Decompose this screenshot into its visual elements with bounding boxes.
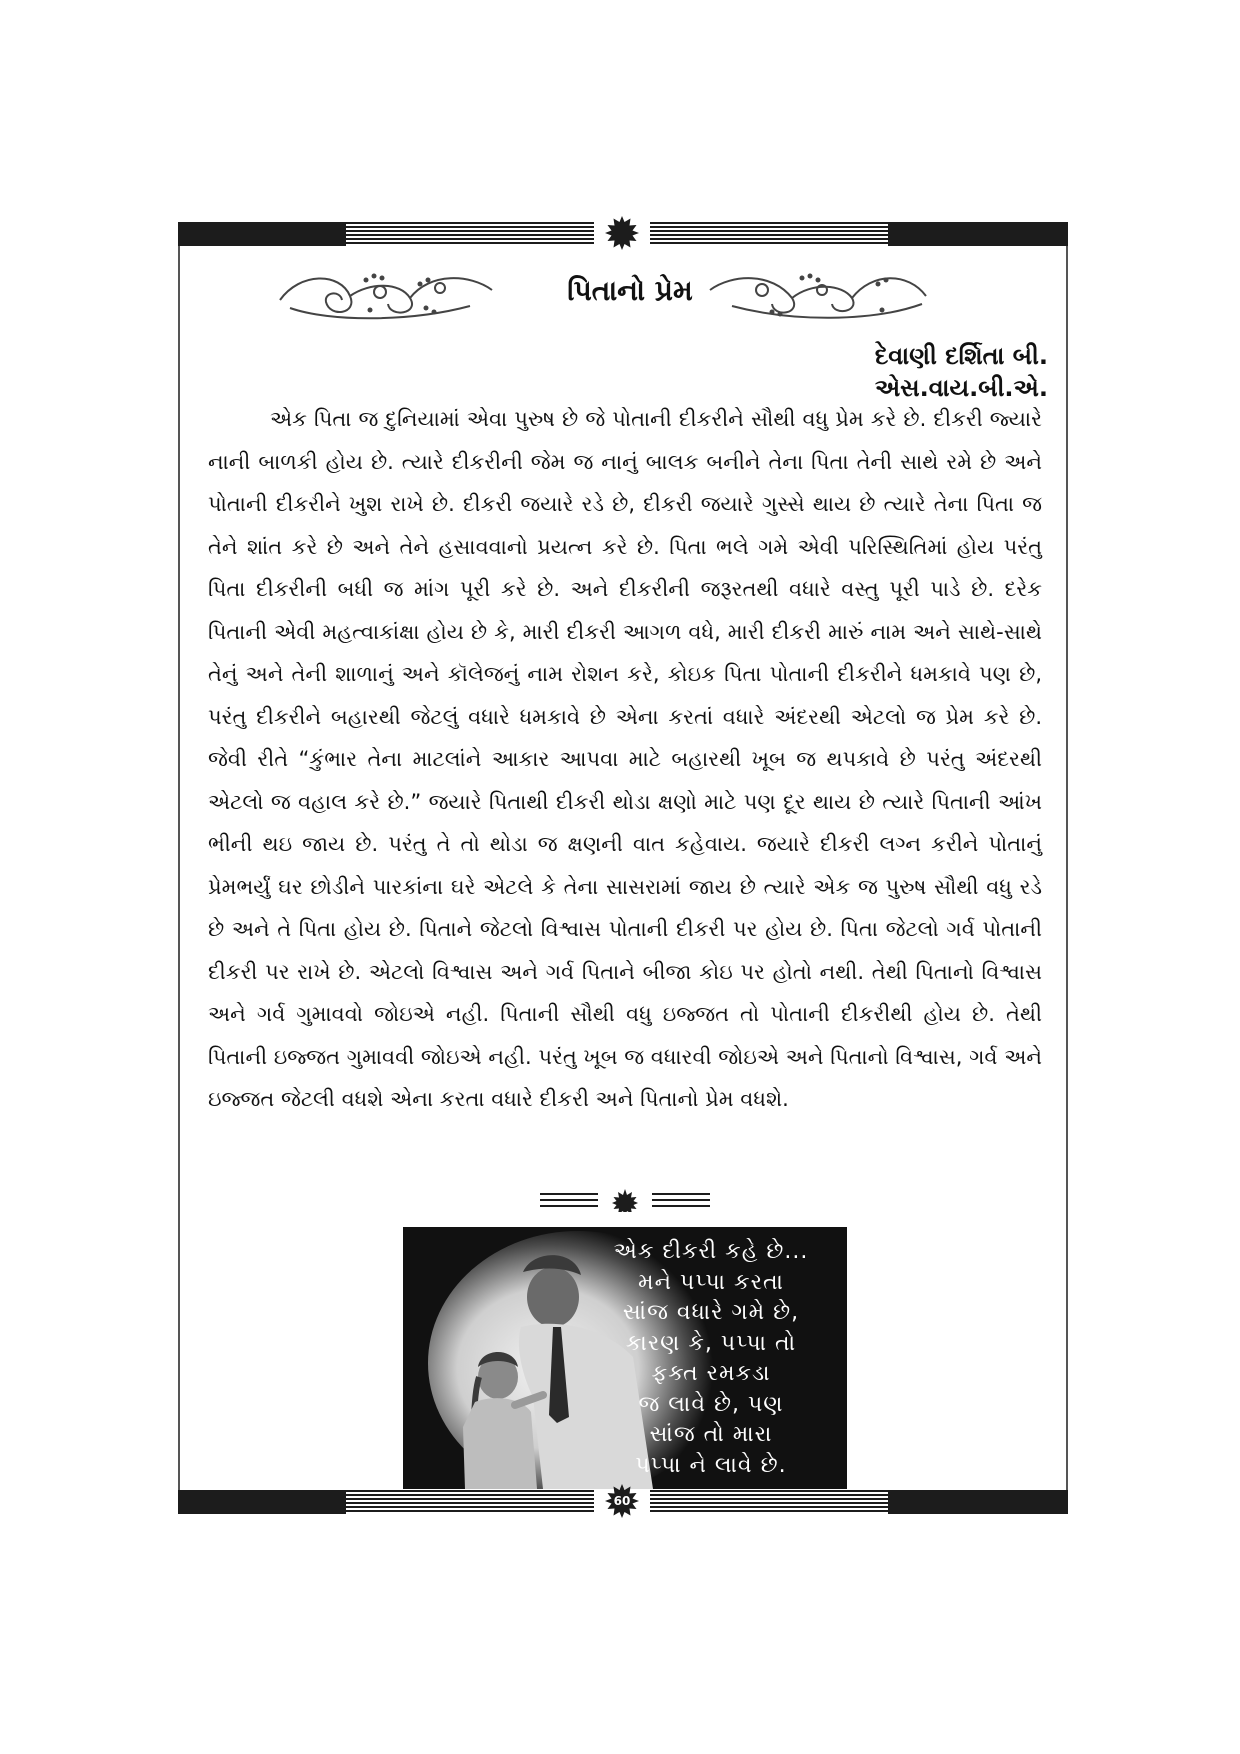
footer-bar [178, 1490, 1068, 1514]
quote-line: એક દીકરી કહે છે... [613, 1239, 809, 1264]
right-flourish-ornament [702, 262, 932, 326]
page-number: 60 [613, 1494, 631, 1508]
article-body: એક પિતા જ દુનિયામાં એવા પુરુષ છે જે પોતાની દીકરીને સૌથી વધુ પ્રેમ કરે છે. દીકરી જ્યારે નાની બાળકી હોય છે. ત્યારે દીકરીની જેમ જ નાનું બાલક બનીને તેના પિતા તેની સાથે રમે છે અને પોતાની દીકરીને ખુશ રાખે છે. દીકરી જયારે રડે છે, દીકરી જયારે ગુસ્સે થાય છે ત્યારે તેના પિતા જ તેને શાંત કરે છે અને તેને હસાવવાનો પ્રયત્ન કરે છે. પિતા ભલે ગમે એવી પરિસ્થિતિમાં હોય પરંતુ પિતા દીકરીની બધી જ માંગ પૂરી કરે છે. અને દીકરીની જરૂરતથી વધારે વસ્તુ પૂરી પાડે છે. દરેક પિતાની એવી મહત્વાકાંક્ષા હોય છે કે, મારી દીકરી આગળ વધે, મારી દીકરી મારું નામ અને સાથે-સાથે તેનું અને તેની શાળાનું અને કૉલેજનું નામ રોશન કરે, કોઇક પિતા પોતાની દીકરીને ધમકાવે પણ છે, પરંતુ દીકરીને બહારથી જેટલું વધારે ધમકાવે છે એના કરતાં વધારે અંદરથી એટલો જ પ્રેમ કરે છે. જેવી રીતે “કુંભાર તેના માટલાંને આકાર આપવા માટે બહારથી ખૂબ જ થપકાવે છે પરંતુ અંદરથી એટલો જ વહાલ કરે છે.” જયારે પિતાથી દીકરી થોડા ક્ષણો માટે પણ દૂર થાય છે ત્યારે પિતાની આંખ ભીની થઇ જાય છે. પરંતુ તે તો થોડા જ ક્ષણની વાત કહેવાય. જયારે દીકરી લગ્ન કરીને પોતાનું પ્રેમભર્યું ઘર છોડીને પારકાંના ઘરે એટલે કે તેના સાસરામાં જાય છે ત્યારે એક જ પુરુષ સૌથી વધુ રડે છે અને તે પિતા હોય છે. પિતાને જેટલો વિશ્વાસ પોતાની દીકરી પર હોય છે. પિતા જેટલો ગર્વ પોતાની દીકરી પર રાખે છે. એટલો વિશ્વાસ અને ગર્વ પિતાને બીજા કોઇ પર હોતો નથી. તેથી પિતાનો વિશ્વાસ અને ગર્વ ગુમાવવો જોઇએ નહી. પિતાની સૌથી વધુ ઇજ્જત તો પોતાની દીકરીથી હોય છે. તેથી પિતાની ઇજ્જત ગુમાવવી જોઇએ નહી. પરંતુ ખૂબ જ વધારવી જોઇએ અને પિતાનો વિશ્વાસ, ગર્વ અને ઇજ્જત જેટલી વધશે એના કરતા વધારે દીકરી અને પિતાનો પ્રેમ વધશે. [208, 407, 1042, 1111]
title-row [270, 262, 970, 326]
header-bar [178, 222, 1068, 246]
quote-line: સાંજ વધારે ગમે છે, [622, 1300, 800, 1325]
article-title: પિતાનો પ્રેમ [567, 274, 693, 307]
photo-quote [591, 1237, 831, 1481]
quote-line: ફક્ત રમકડા [651, 1361, 771, 1386]
sunburst-divider-icon [612, 1189, 638, 1212]
author-name: દેવાણી દર્શિતા બી. [874, 342, 1048, 370]
quote-line: કારણ કે, પપ્પા તો [625, 1330, 797, 1356]
father-daughter-photo [403, 1227, 847, 1489]
left-flourish-ornament [270, 262, 500, 326]
page-number-badge [605, 1484, 639, 1518]
section-divider [540, 1188, 710, 1212]
quote-line: જ લાવે છે, પણ [638, 1391, 784, 1417]
quote-line: પપ્પા ને લાવે છે. [635, 1452, 787, 1478]
sunburst-ornament-icon [605, 216, 639, 250]
quote-line: સાંજ તો મારા [649, 1422, 773, 1447]
author-block [875, 340, 1048, 404]
quote-line: મને પપ્પા કરતા [638, 1269, 784, 1295]
author-class: એસ.વાય.બી.એ. [874, 374, 1048, 402]
